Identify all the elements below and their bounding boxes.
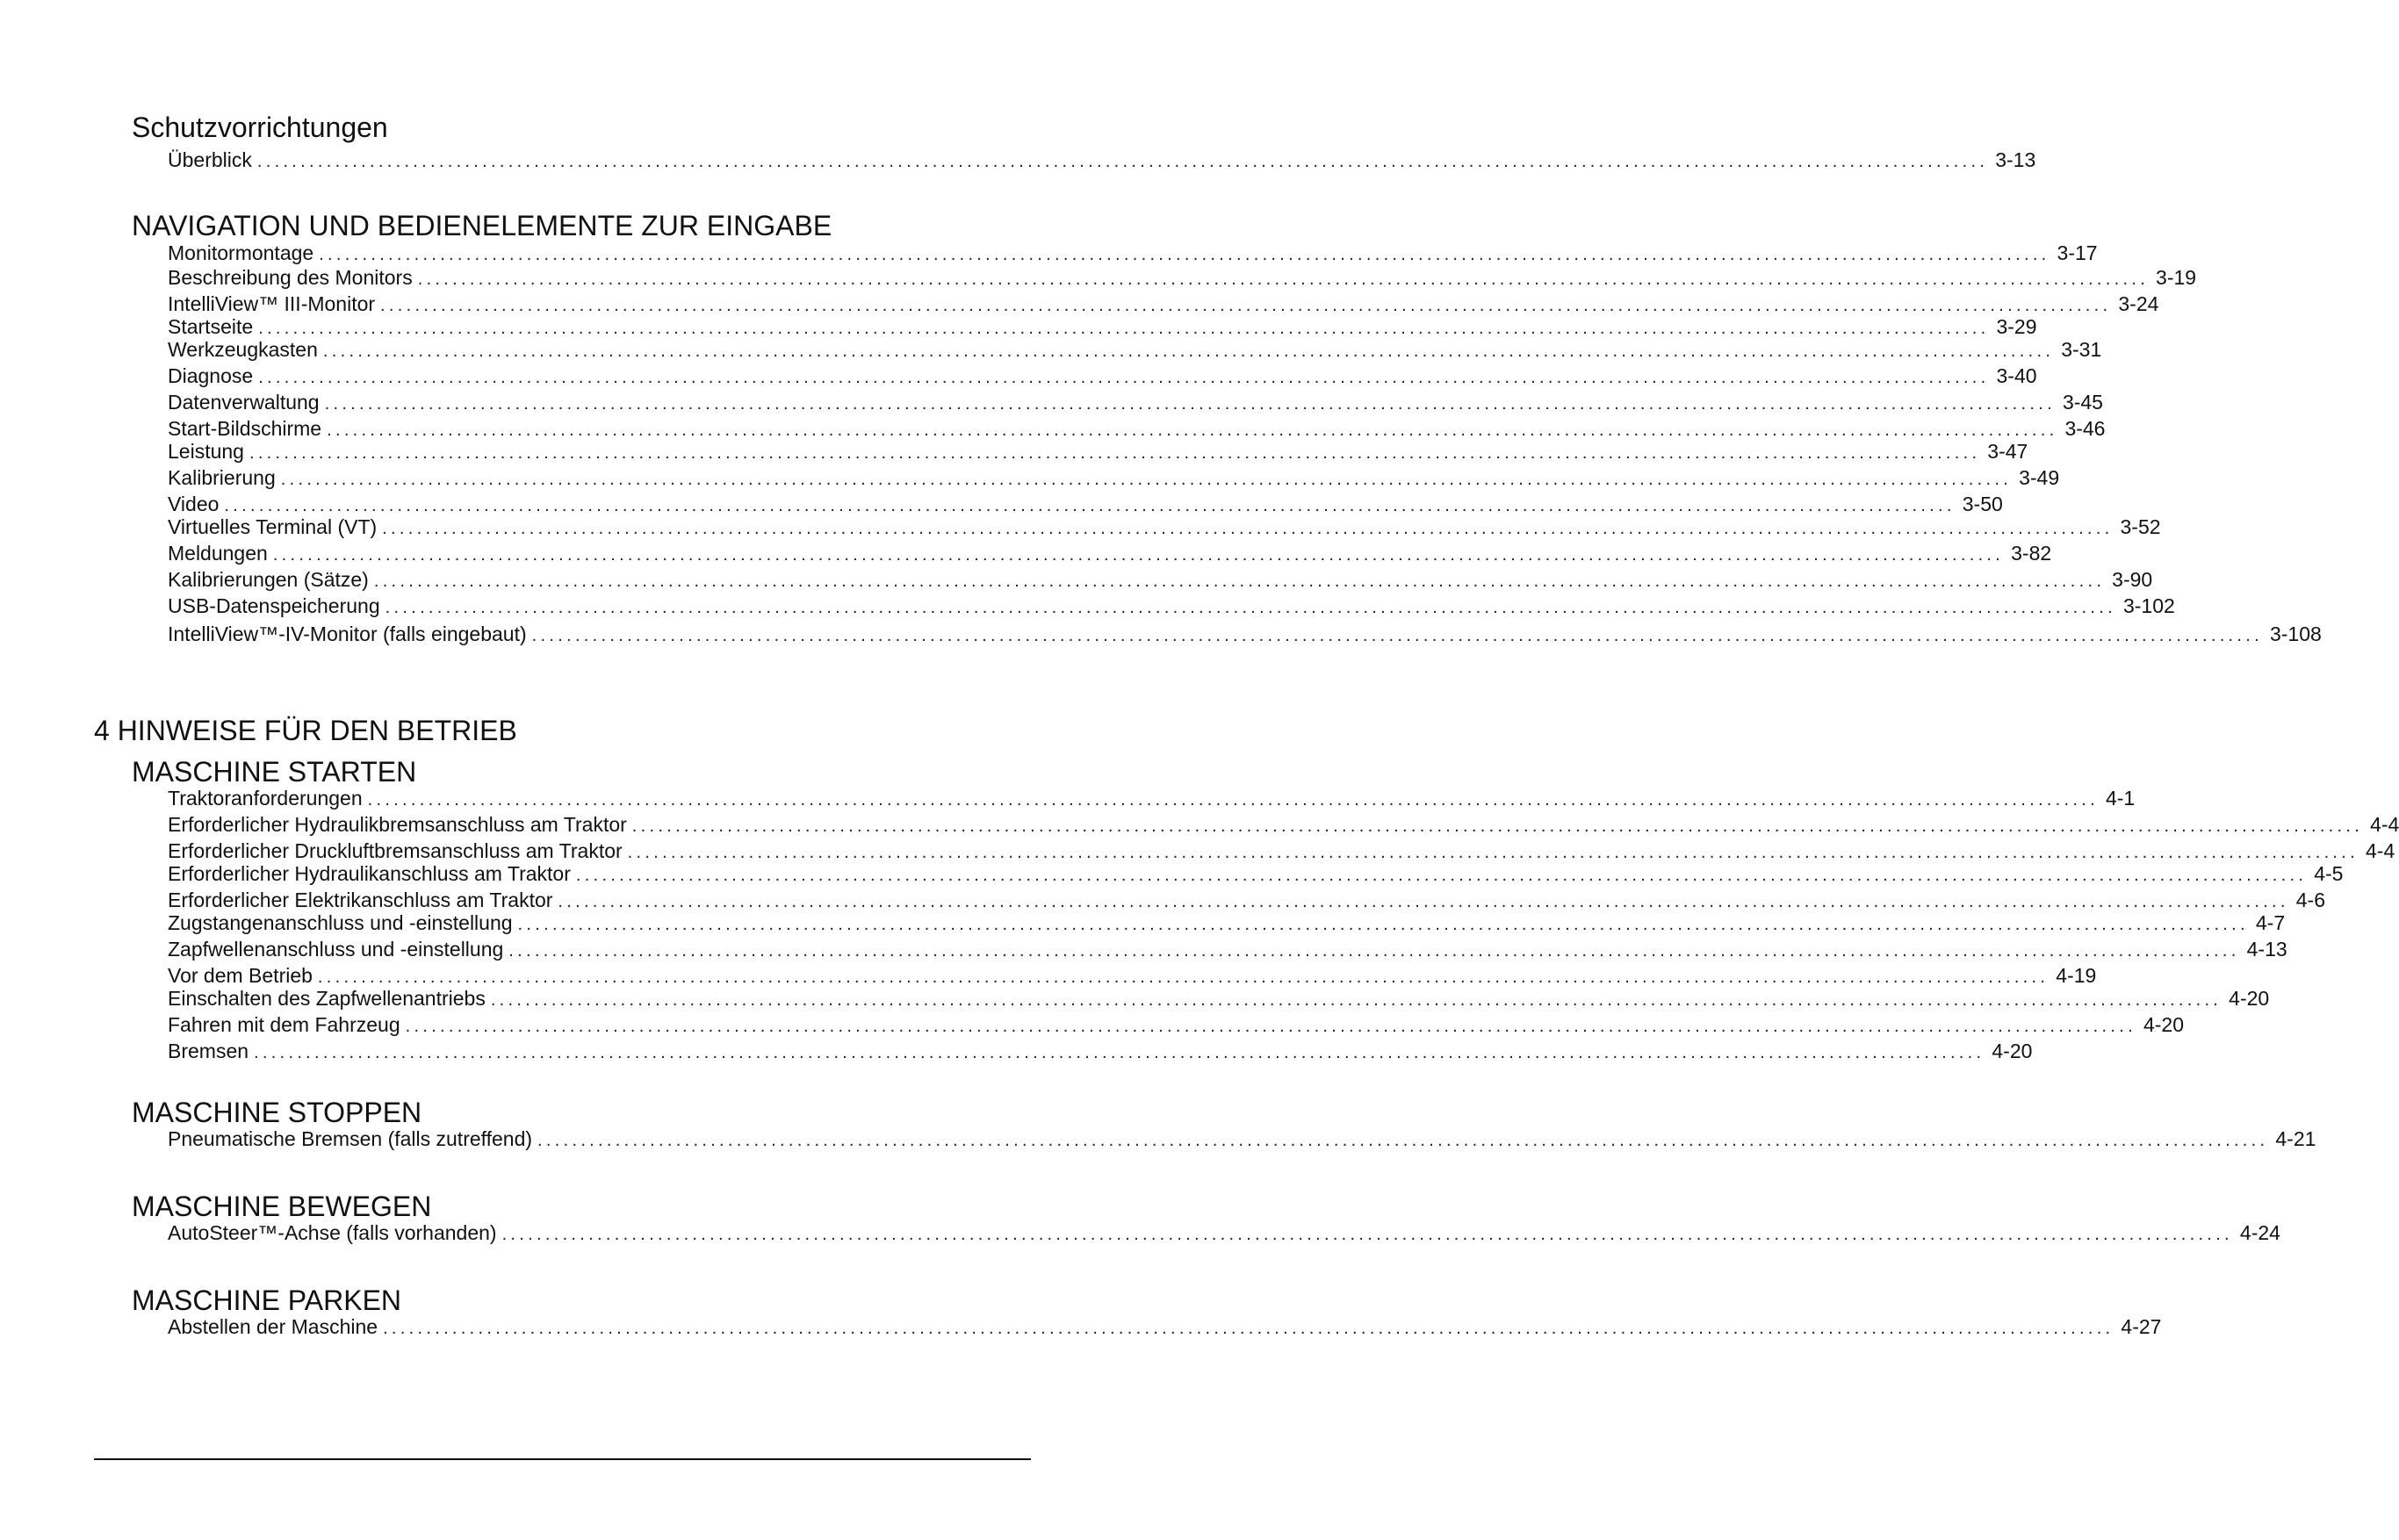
- toc-entry-label: Diagnose: [168, 364, 254, 387]
- toc-entry[interactable]: [168, 390, 2103, 414]
- toc-entry-page: 3-45: [2062, 391, 2103, 414]
- toc-entry-page: 3-31: [2061, 338, 2102, 361]
- toc-entry-page: 4-5: [2314, 862, 2344, 885]
- leader-dots: ........................................................................................................................................................................................................: [322, 342, 2055, 361]
- leader-dots: ........................................................................................................................................................................................................: [367, 790, 2099, 810]
- toc-entry-label: Zapfwellenanschluss und -einstellung: [168, 938, 504, 961]
- toc-entry[interactable]: [168, 337, 2102, 362]
- leader-dots: ........................................................................................................................................................................................................: [627, 843, 2359, 862]
- toc-entry-label: Virtuelles Terminal (VT): [168, 515, 378, 538]
- leader-dots: ........................................................................................................................................................................................................: [501, 1225, 2233, 1244]
- toc-entry[interactable]: [168, 291, 2159, 316]
- toc-entry-label: Fahren mit dem Fahrzeug: [168, 1013, 400, 1036]
- leader-dots: ........................................................................................................................................................................................................: [631, 817, 2364, 836]
- section-title: NAVIGATION UND BEDIENELEMENTE ZUR EINGABE: [132, 210, 832, 241]
- toc-entry[interactable]: [168, 265, 2197, 290]
- toc-entry-label: Bremsen: [168, 1040, 249, 1062]
- toc-entry-page: 4-20: [2229, 987, 2270, 1010]
- toc-entry[interactable]: [168, 1126, 2316, 1151]
- toc-entry-page: 4-4: [2366, 839, 2395, 862]
- leader-dots: ........................................................................................................................................................................................................: [373, 572, 2106, 591]
- toc-entry[interactable]: [168, 567, 2153, 592]
- toc-entry-label: IntelliView™ III-Monitor: [168, 292, 376, 315]
- toc-entry-label: Video: [168, 493, 220, 515]
- toc-entry-label: Überblick: [168, 148, 252, 171]
- toc-entry-label: AutoSteer™-Achse (falls vorhanden): [168, 1221, 497, 1244]
- leader-dots: ........................................................................................................................................................................................................: [258, 319, 1990, 338]
- toc-entry-label: Start-Bildschirme: [168, 417, 322, 440]
- toc-entry[interactable]: [168, 465, 2060, 490]
- leader-dots: ........................................................................................................................................................................................................: [382, 519, 2114, 538]
- toc-entry-label: Abstellen der Maschine: [168, 1315, 378, 1338]
- leader-dots: ........................................................................................................................................................................................................: [531, 626, 2263, 645]
- toc-entry-page: 4-1: [2105, 787, 2136, 810]
- toc-entry-page: 3-19: [2156, 266, 2197, 289]
- toc-entry-label: Traktoranforderungen: [168, 787, 363, 810]
- toc-entry[interactable]: [168, 241, 2098, 265]
- toc-entry-page: 4-6: [2295, 889, 2325, 911]
- toc-entry-page: 3-17: [2057, 241, 2098, 264]
- leader-dots: ........................................................................................................................................................................................................: [380, 296, 2112, 315]
- toc-entry-label: Kalibrierung: [168, 466, 276, 489]
- toc-entry-page: 3-46: [2064, 417, 2106, 440]
- toc-entry[interactable]: [168, 1314, 2162, 1339]
- toc-entry[interactable]: [168, 888, 2325, 912]
- toc-entry[interactable]: [168, 363, 2037, 388]
- leader-dots: ........................................................................................................................................................................................................: [417, 270, 2150, 289]
- toc-entry-page: 3-82: [2011, 542, 2052, 565]
- toc-entry-label: Werkzeugkasten: [168, 338, 318, 361]
- leader-dots: ........................................................................................................................................................................................................: [324, 394, 2056, 414]
- leader-dots: ........................................................................................................................................................................................................: [317, 968, 2050, 987]
- toc-entry[interactable]: [168, 1012, 2184, 1037]
- toc-entry[interactable]: [168, 1039, 2033, 1063]
- toc-entry[interactable]: [168, 541, 2052, 565]
- toc-entry-page: 4-20: [1992, 1040, 2033, 1062]
- leader-dots: ........................................................................................................................................................................................................: [490, 990, 2222, 1010]
- section-title: Schutzvorrichtungen: [132, 112, 388, 143]
- toc-entry[interactable]: [168, 492, 2003, 516]
- toc-entry-page: 4-20: [2143, 1013, 2184, 1036]
- toc-entry[interactable]: [168, 416, 2106, 441]
- leader-dots: ........................................................................................................................................................................................................: [249, 443, 1981, 463]
- leader-dots: ........................................................................................................................................................................................................: [383, 1319, 2114, 1338]
- toc-entry[interactable]: [168, 148, 2036, 172]
- toc-entry-label: Pneumatische Bremsen (falls zutreffend): [168, 1127, 533, 1150]
- toc-entry-label: Erforderlicher Druckluftbremsanschluss am Traktor: [168, 839, 623, 862]
- toc-entry-label: IntelliView™-IV-Monitor (falls eingebaut): [168, 622, 527, 645]
- toc-entry[interactable]: [168, 314, 2037, 339]
- toc-entry-page: 4-27: [2121, 1315, 2162, 1338]
- toc-entry[interactable]: [168, 515, 2161, 539]
- leader-dots: ........................................................................................................................................................................................................: [256, 152, 1989, 171]
- toc-entry-page: 3-52: [2120, 515, 2161, 538]
- toc-entry[interactable]: [168, 786, 2136, 810]
- toc-entry-label: Beschreibung des Monitors: [168, 266, 413, 289]
- toc-entry-page: 4-21: [2275, 1127, 2316, 1150]
- leader-dots: ........................................................................................................................................................................................................: [537, 1131, 2269, 1150]
- toc-entry-label: Meldungen: [168, 542, 268, 565]
- toc-entry[interactable]: [168, 1220, 2280, 1245]
- toc-entry-page: 3-90: [2112, 568, 2153, 591]
- leader-dots: ........................................................................................................................................................................................................: [508, 941, 2240, 961]
- section-title: MASCHINE STARTEN: [132, 756, 417, 788]
- toc-entry-page: 3-13: [1995, 148, 2036, 171]
- toc-entry[interactable]: [168, 812, 2399, 837]
- toc-entry-page: 3-102: [2122, 594, 2175, 617]
- toc-entry-label: Zugstangenanschluss und -einstellung: [168, 911, 513, 934]
- leader-dots: ........................................................................................................................................................................................................: [517, 915, 2249, 934]
- toc-entry-label: Startseite: [168, 315, 254, 338]
- toc-entry[interactable]: [168, 986, 2270, 1011]
- toc-entry-page: 3-108: [2269, 622, 2322, 645]
- toc-entry-page: 3-50: [1962, 493, 2003, 515]
- leader-dots: ........................................................................................................................................................................................................: [224, 496, 1956, 515]
- toc-entry-label: Monitormontage: [168, 241, 314, 264]
- toc-entry-page: 4-19: [2056, 964, 2097, 987]
- toc-entry-label: Erforderlicher Hydraulikbremsanschluss am Traktor: [168, 813, 627, 836]
- toc-entry-label: Leistung: [168, 440, 244, 463]
- toc-entry-label: Einschalten des Zapfwellenantriebs: [168, 987, 486, 1010]
- chapter-title: 4 HINWEISE FÜR DEN BETRIEB: [94, 715, 517, 746]
- toc-entry[interactable]: [168, 910, 2286, 935]
- toc-entry-page: 4-4: [2370, 813, 2399, 836]
- leader-dots: ........................................................................................................................................................................................................: [405, 1017, 2136, 1036]
- leader-dots: ........................................................................................................................................................................................................: [575, 866, 2308, 885]
- toc-entry-label: USB-Datenspeicherung: [168, 594, 380, 617]
- toc-entry-label: Datenverwaltung: [168, 391, 320, 414]
- toc-entry[interactable]: [168, 963, 2097, 988]
- toc-entry-label: Erforderlicher Hydraulikanschluss am Traktor: [168, 862, 571, 885]
- toc-entry-label: Kalibrierungen (Sätze): [168, 568, 369, 591]
- toc-entry[interactable]: [168, 622, 2322, 646]
- toc-entry-page: 3-47: [1987, 440, 2028, 463]
- leader-dots: ........................................................................................................................................................................................................: [385, 598, 2116, 617]
- toc-entry-page: 4-13: [2246, 938, 2287, 961]
- toc-entry[interactable]: [168, 861, 2344, 886]
- toc-entry[interactable]: [168, 594, 2175, 618]
- toc-entry-page: 3-29: [1996, 315, 2037, 338]
- leader-dots: ........................................................................................................................................................................................................: [254, 1043, 1985, 1062]
- toc-entry-page: 4-24: [2239, 1221, 2280, 1244]
- leader-dots: ........................................................................................................................................................................................................: [258, 368, 1990, 387]
- toc-entry-page: 3-24: [2118, 292, 2159, 315]
- toc-entry-label: Vor dem Betrieb: [168, 964, 313, 987]
- section-title: MASCHINE BEWEGEN: [132, 1191, 432, 1222]
- toc-entry-page: 3-40: [1996, 364, 2037, 387]
- section-title: MASCHINE PARKEN: [132, 1285, 402, 1316]
- toc-entry-page: 4-7: [2255, 911, 2286, 934]
- toc-entry[interactable]: [168, 838, 2395, 863]
- toc-entry-page: 3-49: [2019, 466, 2060, 489]
- leader-dots: ........................................................................................................................................................................................................: [280, 470, 2013, 489]
- toc-entry[interactable]: [168, 439, 2028, 464]
- leader-dots: ........................................................................................................................................................................................................: [272, 545, 2005, 565]
- leader-dots: ........................................................................................................................................................................................................: [319, 245, 2050, 264]
- leader-dots: ........................................................................................................................................................................................................: [327, 421, 2058, 440]
- toc-entry[interactable]: [168, 937, 2287, 961]
- footer-rule: [94, 1458, 1031, 1460]
- section-title: MASCHINE STOPPEN: [132, 1097, 422, 1128]
- toc-entry-label: Erforderlicher Elektrikanschluss am Traktor: [168, 889, 553, 911]
- leader-dots: ........................................................................................................................................................................................................: [558, 892, 2289, 911]
